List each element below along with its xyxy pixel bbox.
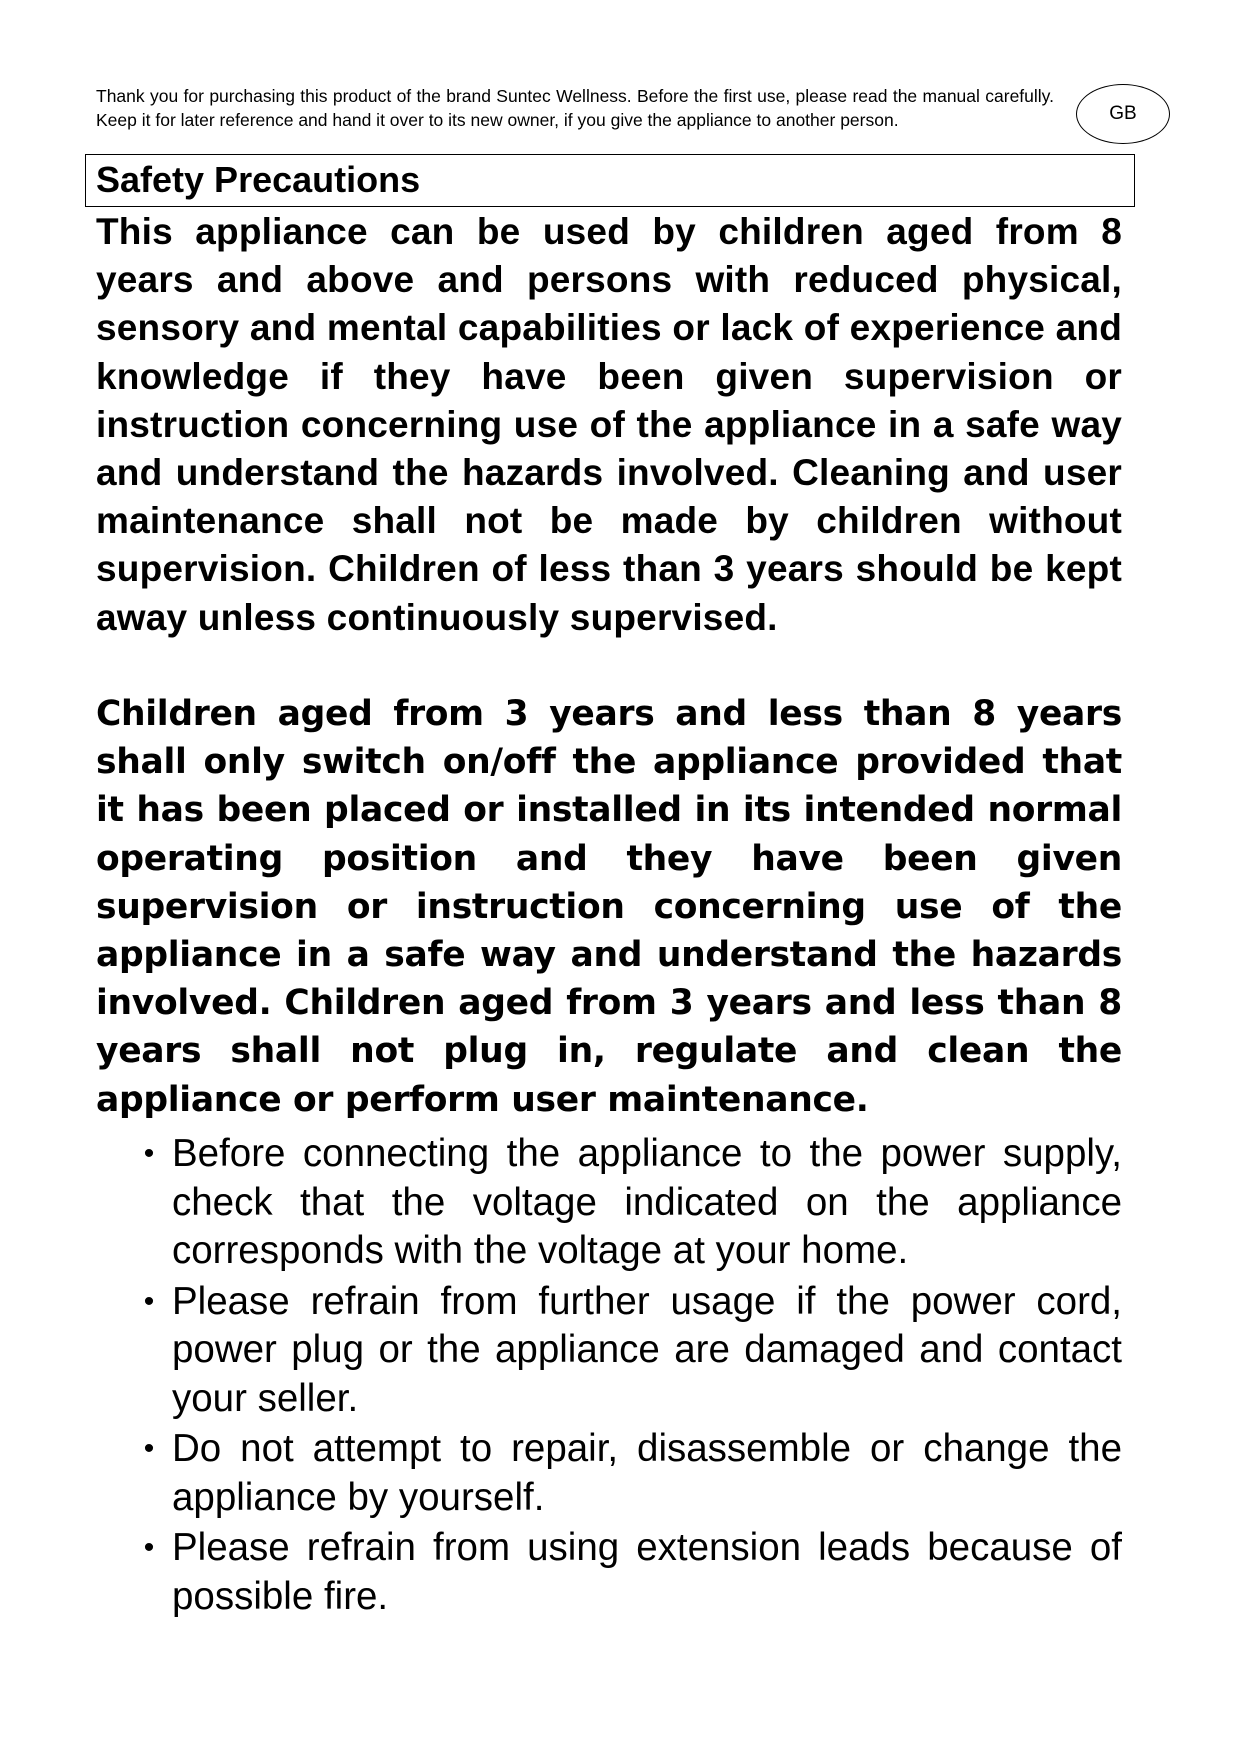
bullet-icon: • xyxy=(143,1432,155,1465)
list-item-text: Please refrain from using extension leads because of possible fire. xyxy=(172,1526,1122,1618)
section-title: Safety Precautions xyxy=(96,159,421,200)
list-item xyxy=(134,1130,1122,1276)
bullet-icon: • xyxy=(143,1137,155,1170)
warning-paragraph-children-8-years: This appliance can be used by children aged from 8 years and above and persons with reduced physical, sensory and mental capabilities or lack of experience and knowledge if they have been given supervision or instruction concerning use of the appliance in a safe way and understand the hazards involved. Cleaning and user maintenance shall not be made by children without supervision. Children of less than 3 years should be kept away unless continuously supervised. xyxy=(96,211,1122,638)
list-item xyxy=(134,1524,1122,1621)
warning-paragraph-children-3-to-8-years: Children aged from 3 years and less than 8 years shall only switch on/off the appliance provided that it has been placed or installed in its intended normal operating position and they have been given supervision or instruction concerning use of the appliance in a safe way and understand the hazards involved. Children aged from 3 years and less than 8 years shall not plug in, regulate and clean the appliance or perform user maintenance. xyxy=(96,694,1122,1120)
list-item-text: Before connecting the appliance to the power supply, check that the voltage indicated on the appliance corresponds with the voltage at your home. xyxy=(172,1132,1122,1272)
bullet-icon: • xyxy=(143,1284,155,1318)
list-item xyxy=(134,1425,1122,1522)
safety-bullet-list xyxy=(134,1130,1122,1623)
language-badge xyxy=(1076,84,1170,144)
list-item-text: Please refrain from further usage if the power cord, power plug or the appliance are damaged and contact your seller. xyxy=(172,1279,1122,1420)
list-item-text: Do not attempt to repair, disassemble or change the appliance by yourself. xyxy=(172,1427,1122,1519)
section-header-box xyxy=(85,154,1135,207)
language-badge-label: GB xyxy=(1109,103,1137,124)
list-item xyxy=(134,1278,1122,1424)
bullet-icon: • xyxy=(143,1531,155,1564)
intro-text: Thank you for purchasing this product of the brand Suntec Wellness. Before the first use, please read the manual carefully. Keep it for later reference and hand it over to its new owner, if you give the appliance to another person. xyxy=(96,86,1054,130)
